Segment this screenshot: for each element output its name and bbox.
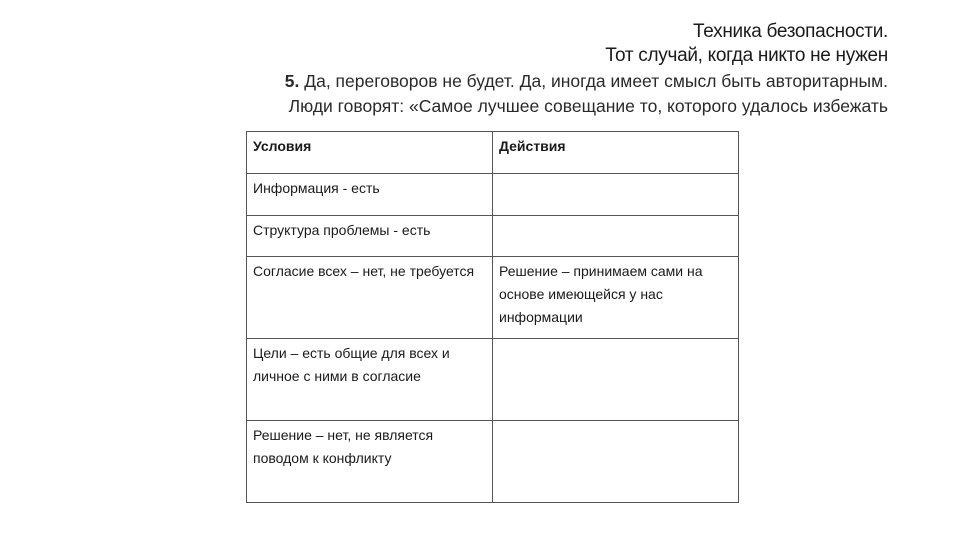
intro-line-1 xyxy=(285,69,888,94)
table-row xyxy=(247,421,739,503)
header-conditions: Условия xyxy=(247,132,493,174)
action-cell xyxy=(493,216,739,257)
condition-cell: Информация - есть xyxy=(247,174,493,216)
table-row xyxy=(247,174,739,216)
point-number: 5. xyxy=(284,71,300,91)
table-header-row xyxy=(247,132,739,174)
title-line-1: Техника безопасности. xyxy=(693,21,888,42)
title-line-2: Тот случай, когда никто не нужен xyxy=(605,45,888,66)
action-cell xyxy=(493,421,739,503)
action-cell xyxy=(493,174,739,216)
intro-text xyxy=(285,69,888,119)
intro-line-1-text: Да, переговоров не будет. Да, иногда имеет смысл быть авторитарным. xyxy=(299,71,888,91)
slide-title xyxy=(605,20,888,68)
action-cell: Решение – принимаем сами на основе имеющейся у нас информации xyxy=(493,257,739,339)
header-actions: Действия xyxy=(493,132,739,174)
condition-cell: Согласие всех – нет, не требуется xyxy=(247,257,493,339)
condition-cell: Цели – есть общие для всех и личное с ними в согласие xyxy=(247,339,493,421)
condition-cell: Решение – нет, не является поводом к конфликту xyxy=(247,421,493,503)
action-cell xyxy=(493,339,739,421)
table-row xyxy=(247,339,739,421)
intro-line-2: Люди говорят: «Самое лучшее совещание то, которого удалось избежать xyxy=(288,96,888,116)
condition-cell: Структура проблемы - есть xyxy=(247,216,493,257)
table-row xyxy=(247,216,739,257)
conditions-actions-table xyxy=(246,131,739,503)
table-row xyxy=(247,257,739,339)
